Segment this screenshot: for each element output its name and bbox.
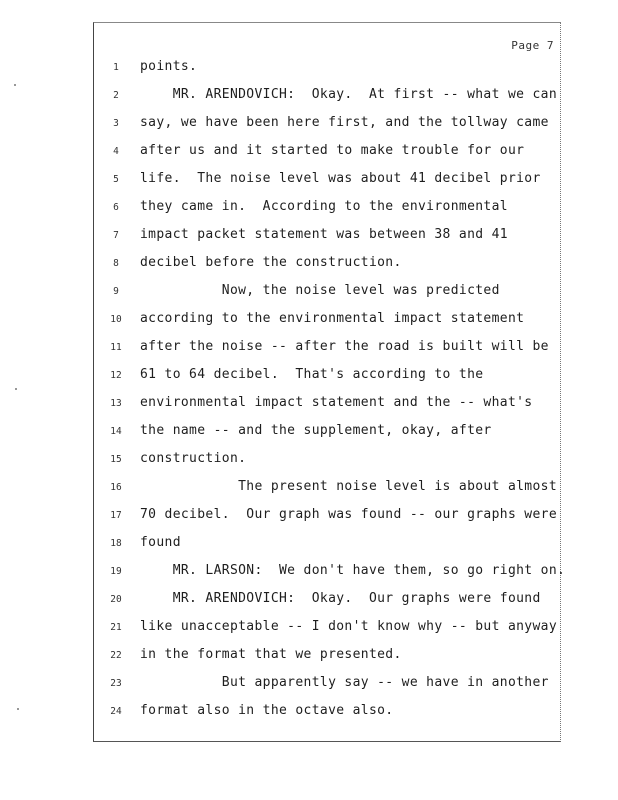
line-number: 17 <box>110 510 122 521</box>
line-number: 15 <box>110 454 122 465</box>
line-number: 22 <box>110 650 122 661</box>
page-number: Page 7 <box>511 39 554 52</box>
line-text: points. <box>140 59 198 74</box>
transcript-line <box>94 339 560 367</box>
transcript-line <box>94 283 560 311</box>
transcript-line <box>94 227 560 255</box>
transcript-line <box>94 255 560 283</box>
transcript-line <box>94 143 560 171</box>
line-number: 18 <box>110 538 122 549</box>
scan-speck <box>15 388 17 390</box>
line-text: environmental impact statement and the -- what's <box>140 395 533 410</box>
transcript-line <box>94 451 560 479</box>
line-number: 8 <box>113 258 119 269</box>
line-text: 70 decibel. Our graph was found -- our graphs were <box>140 507 558 522</box>
transcript-line <box>94 591 560 619</box>
line-number: 19 <box>110 566 122 577</box>
line-number: 3 <box>113 118 119 129</box>
line-number: 14 <box>110 426 122 437</box>
line-text: like unacceptable -- I don't know why -- but anyway <box>140 619 558 634</box>
line-text: after us and it started to make trouble for our <box>140 143 525 158</box>
line-text: The present noise level is about almost <box>140 479 558 494</box>
line-text: found <box>140 535 181 550</box>
line-number: 7 <box>113 230 119 241</box>
line-number: 21 <box>110 622 122 633</box>
transcript-line <box>94 199 560 227</box>
line-text: they came in. According to the environmental <box>140 199 508 214</box>
line-number: 9 <box>113 286 119 297</box>
line-text: decibel before the construction. <box>140 255 402 270</box>
transcript-line <box>94 311 560 339</box>
line-number: 2 <box>113 90 119 101</box>
line-number: 16 <box>110 482 122 493</box>
line-number: 10 <box>110 314 122 325</box>
transcript-line <box>94 703 560 731</box>
line-number: 4 <box>113 146 119 157</box>
transcript-line <box>94 535 560 563</box>
line-number: 6 <box>113 202 119 213</box>
transcript-line <box>94 423 560 451</box>
line-text: after the noise -- after the road is built will be <box>140 339 549 354</box>
transcript-line <box>94 367 560 395</box>
transcript-page <box>93 22 566 742</box>
transcript-line <box>94 115 560 143</box>
line-number: 12 <box>110 370 122 381</box>
line-text: format also in the octave also. <box>140 703 394 718</box>
transcript-line <box>94 507 560 535</box>
line-text: 61 to 64 decibel. That's according to the <box>140 367 484 382</box>
line-number: 23 <box>110 678 122 689</box>
line-number: 24 <box>110 706 122 717</box>
scan-speck <box>17 708 19 710</box>
transcript-line <box>94 395 560 423</box>
line-number: 13 <box>110 398 122 409</box>
line-number: 20 <box>110 594 122 605</box>
transcript-line <box>94 647 560 675</box>
line-text: MR. ARENDOVICH: Okay. Our graphs were found <box>140 591 541 606</box>
transcript-line <box>94 675 560 703</box>
line-text: in the format that we presented. <box>140 647 402 662</box>
scan-speck <box>14 84 16 86</box>
line-text: life. The noise level was about 41 decibel prior <box>140 171 541 186</box>
transcript-line <box>94 59 560 87</box>
line-text: MR. ARENDOVICH: Okay. At first -- what we can <box>140 87 558 102</box>
line-number: 1 <box>113 62 119 73</box>
line-text: Now, the noise level was predicted <box>140 283 500 298</box>
line-text: MR. LARSON: We don't have them, so go right on. <box>140 563 566 578</box>
transcript-line <box>94 171 560 199</box>
line-number: 5 <box>113 174 119 185</box>
transcript-line <box>94 563 566 591</box>
line-text: construction. <box>140 451 247 466</box>
transcript-line <box>94 479 560 507</box>
line-text: impact packet statement was between 38 and 41 <box>140 227 508 242</box>
line-text: according to the environmental impact statement <box>140 311 525 326</box>
transcript-line <box>94 87 560 115</box>
transcript-line <box>94 619 560 647</box>
line-text: the name -- and the supplement, okay, after <box>140 423 492 438</box>
line-number: 11 <box>110 342 122 353</box>
line-text: But apparently say -- we have in another <box>140 675 549 690</box>
line-text: say, we have been here first, and the tollway came <box>140 115 549 130</box>
